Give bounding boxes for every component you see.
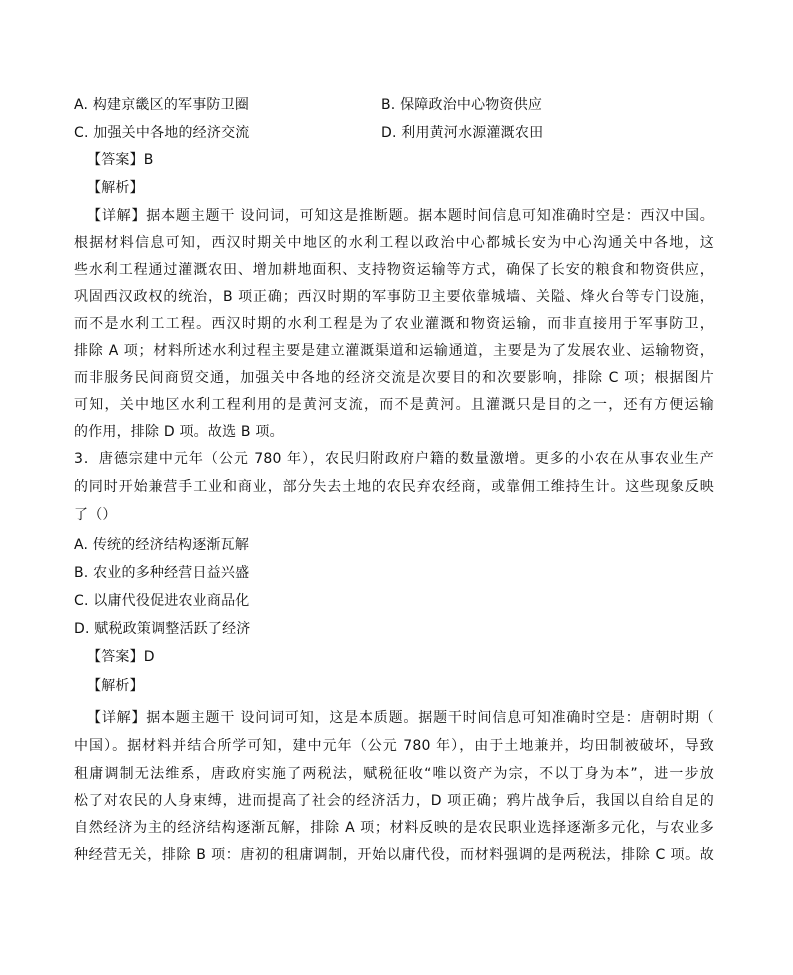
q2-option-a: A. 构建京畿区的军事防卫圈 <box>74 97 250 113</box>
q3-analysis-title: 【解析】 <box>87 678 144 694</box>
q2-analysis-title: 【解析】 <box>87 180 144 196</box>
q2-answer: 【答案】B <box>87 152 154 168</box>
q3-analysis-line: 松了对农民的人身束缚，进而提高了社会的经济活力，D 项正确；鸦片战争后，我国以自给自足的 <box>74 793 714 809</box>
q2-analysis-line: 而非服务民间商贸交通，加强关中各地的经济交流是次要目的和次要影响，排除 C 项；根据图片 <box>74 370 714 386</box>
q3-analysis-line: 自然经济为主的经济结构逐渐瓦解，排除 A 项；材料反映的是农民职业选择逐渐多元化，与农业多 <box>74 820 714 836</box>
q3-analysis-line: 租庸调制无法维系，唐政府实施了两税法，赋税征收“唯以资产为宗，不以丁身为本”，进一步放 <box>74 766 714 782</box>
q3-answer: 【答案】D <box>87 649 155 665</box>
q2-analysis-line: 而不是水利工工程。西汉时期的水利工程是为了农业灌溉和物资运输，而非直接用于军事防卫， <box>74 316 714 332</box>
q3-option-b: B. 农业的多种经营日益兴盛 <box>74 565 250 581</box>
q2-option-d: D. 利用黄河水源灌溉农田 <box>381 125 544 141</box>
q3-option-d: D. 赋税政策调整活跃了经济 <box>74 621 251 637</box>
q2-analysis-line: 可知，关中地区水利工程利用的是黄河支流，而不是黄河。且灌溉只是目的之一，还有方便运输 <box>74 397 714 413</box>
q3-analysis-line: 【详解】据本题主题干 设问词可知，这是本质题。据题干时间信息可知准确时空是：唐朝时期（ <box>87 710 714 726</box>
q3-stem-line: 3．唐德宗建中元年（公元 780 年），农民归附政府户籍的数量激增。更多的小农在从事农业生产 <box>74 451 714 467</box>
q2-analysis-line: 些水利工程通过灌溉农田、增加耕地面积、支持物资运输等方式，确保了长安的粮食和物资供应， <box>74 262 714 278</box>
q2-option-c: C. 加强关中各地的经济交流 <box>74 125 250 141</box>
q3-analysis-line: 中国）。据材料并结合所学可知，建中元年（公元 780 年），由于土地兼并，均田制被破坏，导致 <box>74 738 714 754</box>
q2-analysis-line: 根据材料信息可知，西汉时期关中地区的水利工程以政治中心都城长安为中心沟通关中各地，这 <box>74 235 714 251</box>
q3-option-a: A. 传统的经济结构逐渐瓦解 <box>74 537 250 553</box>
q2-option-b: B. 保障政治中心物资供应 <box>381 97 543 113</box>
q3-option-c: C. 以庸代役促进农业商品化 <box>74 593 250 609</box>
q2-analysis-line: 【详解】据本题主题干 设问词，可知这是推断题。据本题时间信息可知准确时空是：西汉中国。 <box>87 208 714 224</box>
q2-analysis-line: 的作用，排除 D 项。故选 B 项。 <box>74 424 284 440</box>
q3-stem-line: 的同时开始兼营手工业和商业，部分失去土地的农民弃农经商，或靠佣工维持生计。这些现象反映 <box>74 479 714 495</box>
q3-analysis-line: 种经营无关，排除 B 项：唐初的租庸调制，开始以庸代役，而材料强调的是两税法，排除 C 项。故 <box>74 847 714 863</box>
q2-analysis-line: 巩固西汉政权的统治，B 项正确；西汉时期的军事防卫主要依靠城墙、关隘、烽火台等专门设施， <box>74 289 714 305</box>
q2-analysis-line: 排除 A 项；材料所述水利过程主要是建立灌溉渠道和运输通道，主要是为了发展农业、运输物资， <box>74 343 714 359</box>
q3-stem-line: 了（） <box>74 507 117 523</box>
